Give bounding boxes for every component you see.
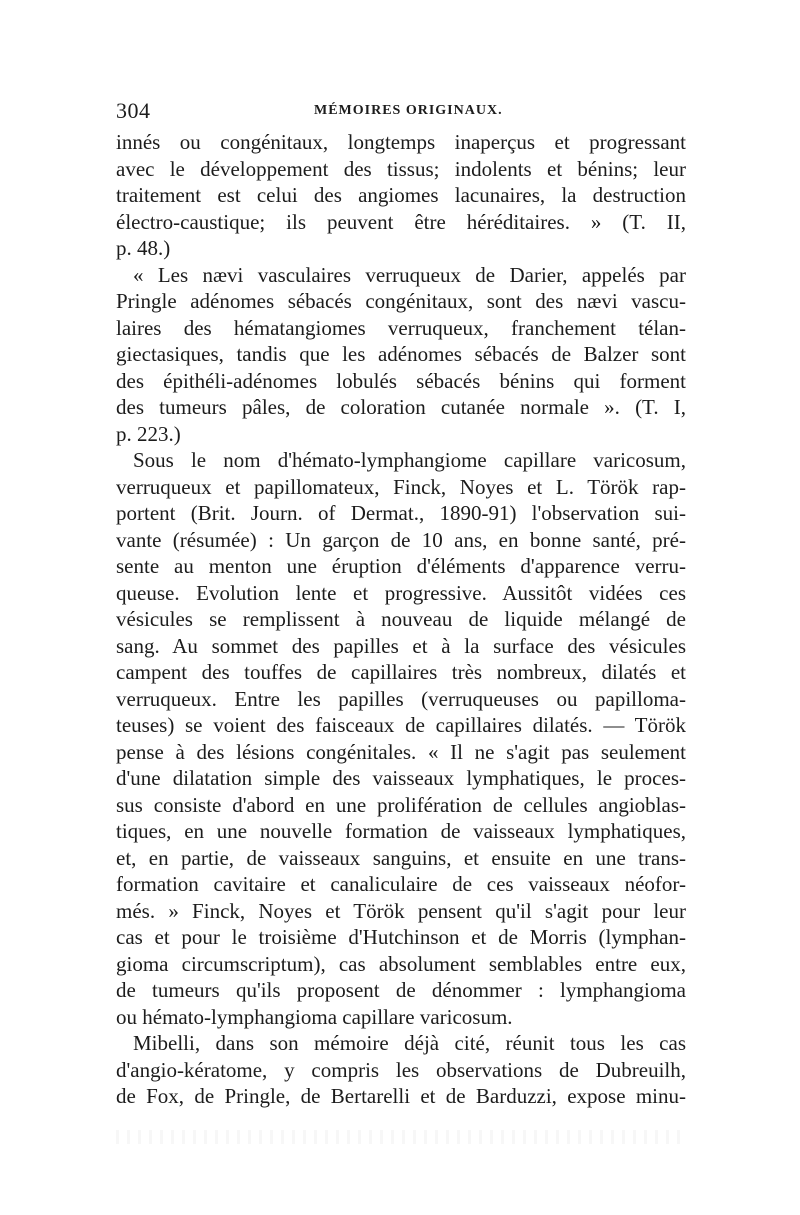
- page-header: [116, 98, 686, 128]
- text-line: p. 223.): [116, 421, 181, 446]
- text-line: d'une dilatation simple des vaisseaux lymphatiques, le proces-: [116, 766, 686, 790]
- text-line: p. 48.): [116, 236, 171, 260]
- text-line: tiques, en une nouvelle formation de vaisseaux lymphatiques,: [116, 819, 686, 843]
- text-line: traitement est celui des angiomes lacunaires, la destruction: [116, 183, 686, 207]
- text-line: sang. Au sommet des papilles et à la surface des vésicules: [116, 633, 686, 658]
- text-line: sente au menton une éruption d'éléments d'apparence verru-: [116, 554, 686, 578]
- text-line: et, en partie, de vaisseaux sanguins, et ensuite en une trans-: [116, 845, 686, 870]
- page-number: 304: [116, 98, 151, 123]
- text-line: portent (Brit. Journ. of Dermat., 1890-91) l'observation sui-: [116, 501, 686, 525]
- text-line: pense à des lésions congénitales. « Il ne s'agit pas seulement: [116, 739, 686, 764]
- text-line: formation cavitaire et canaliculaire de ces vaisseaux néofor-: [116, 872, 686, 896]
- text-line: avec le développement des tissus; indolents et bénins; leur: [116, 156, 686, 181]
- text-line: des tumeurs pâles, de coloration cutanée normale ». (T. I,: [116, 395, 686, 419]
- text-line: électro-caustique; ils peuvent être héréditaires. » (T. II,: [116, 209, 686, 234]
- text-line: giectasiques, tandis que les adénomes sébacés de Balzer sont: [116, 342, 686, 366]
- text-line: laires des hématangiomes verruqueux, franchement télan-: [116, 315, 686, 340]
- text-line: « Les nævi vasculaires verruqueux de Darier, appelés par: [133, 262, 686, 287]
- text-line: vante (résumée) : Un garçon de 10 ans, en bonne santé, pré-: [116, 527, 686, 552]
- text-line: sus consiste d'abord en une prolifération de cellules angioblas-: [116, 792, 686, 817]
- text-line: de Fox, de Pringle, de Bertarelli et de Barduzzi, expose minu-: [116, 1084, 686, 1108]
- body-text: [116, 129, 686, 1110]
- show-through-text: [116, 1130, 686, 1144]
- text-line: campent des touffes de capillaires très nombreux, dilatés et: [116, 660, 686, 684]
- text-line: queuse. Evolution lente et progressive. Aussitôt vidées ces: [116, 580, 686, 605]
- text-line: Sous le nom d'hémato-lymphangiome capillare varicosum,: [133, 448, 686, 472]
- text-line: ou hémato-lymphangioma capillare varicosum.: [116, 1004, 513, 1029]
- text-line: cas et pour le troisième d'Hutchinson et de Morris (lymphan-: [116, 925, 686, 949]
- text-line: verruqueux. Entre les papilles (verruqueuses ou papilloma-: [116, 686, 686, 711]
- text-line: més. » Finck, Noyes et Török pensent qu'il s'agit pour leur: [116, 898, 686, 923]
- text-line: verruqueux et papillomateux, Finck, Noyes et L. Török rap-: [116, 474, 686, 499]
- text-line: Mibelli, dans son mémoire déjà cité, réunit tous les cas: [133, 1031, 686, 1055]
- text-line: gioma circumscriptum), cas absolument semblables entre eux,: [116, 951, 686, 976]
- text-line: Pringle adénomes sébacés congénitaux, sont des nævi vascu-: [116, 289, 686, 313]
- text-line: teuses) se voient des faisceaux de capillaires dilatés. — Török: [116, 713, 686, 737]
- text-line: vésicules se remplissent à nouveau de liquide mélangé de: [116, 607, 686, 631]
- text-line: des épithéli-adénomes lobulés sébacés bénins qui forment: [116, 368, 686, 393]
- text-line: de tumeurs qu'ils proposent de dénommer : lymphangioma: [116, 978, 686, 1002]
- text-line: d'angio-kératome, y compris les observations de Dubreuilh,: [116, 1057, 686, 1082]
- running-head: MÉMOIRES ORIGINAUX.: [314, 103, 503, 118]
- text-line: innés ou congénitaux, longtemps inaperçus et progressant: [116, 130, 686, 154]
